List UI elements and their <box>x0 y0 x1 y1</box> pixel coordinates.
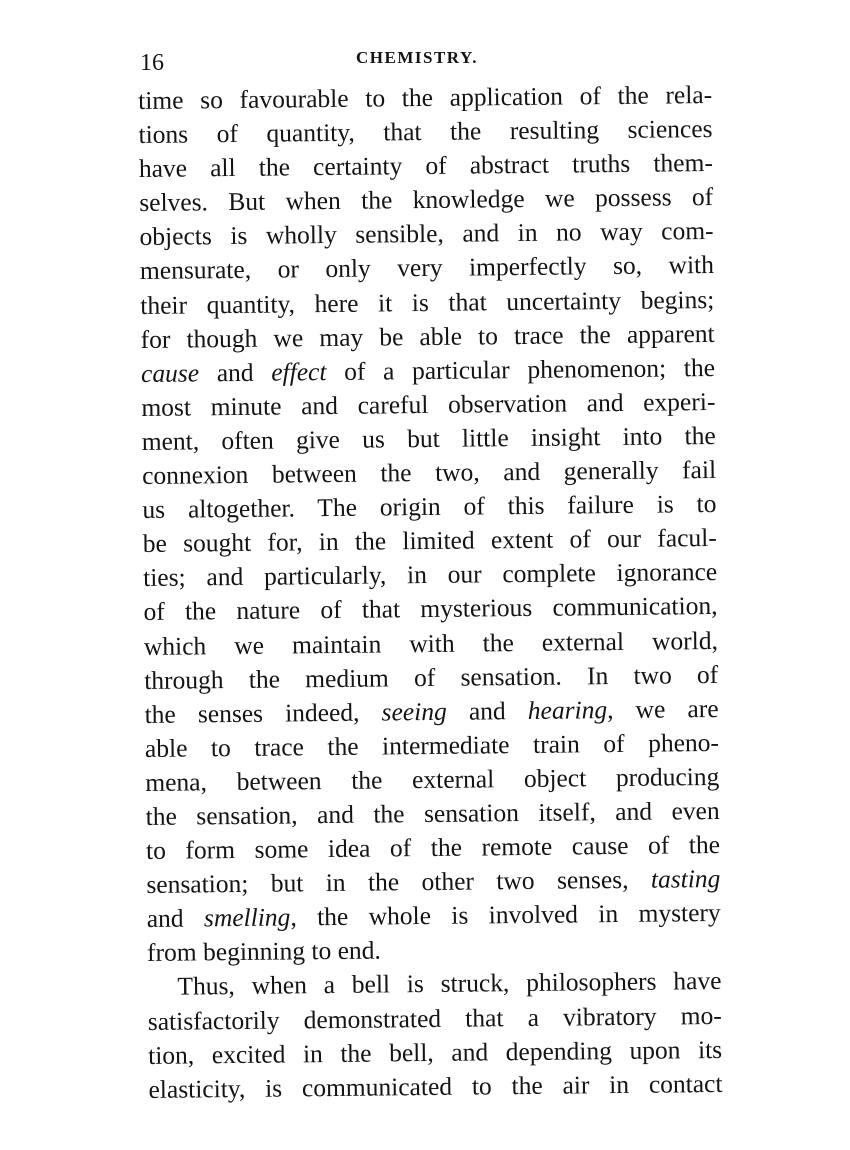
text-line <box>140 283 714 323</box>
italic-text-segment: cause <box>140 358 200 388</box>
italic-text-segment: hearing <box>527 694 608 725</box>
text-segment: us altogether. The origin of this failure is to <box>142 489 717 525</box>
italic-text-segment: seeing <box>381 696 447 727</box>
text-segment: their quantity, here it is that uncertainty begins; <box>140 284 715 320</box>
text-segment: the sensation, and the sensation itself, and even <box>145 795 720 831</box>
text-segment: have all the certainty of abstract truths them- <box>138 148 714 184</box>
text-segment: from beginning to end. <box>146 935 381 968</box>
text-segment: satisfactorily demonstrated that a vibratory mo- <box>147 1000 722 1036</box>
text-line <box>141 351 715 391</box>
body-text <box>138 78 723 1107</box>
text-segment: , we are <box>606 693 719 724</box>
text-segment: for though we may be able to trace the apparent <box>140 318 715 354</box>
text-segment: and <box>146 903 205 934</box>
page-number: 16 <box>140 50 164 76</box>
text-segment: ment, often give us but little insight into the <box>141 420 716 456</box>
text-line <box>148 998 722 1038</box>
text-segment: ties; and particularly, in our complete ignorance <box>143 557 718 593</box>
text-segment: tion, excited in the bell, and depending upon its <box>148 1034 723 1070</box>
text-segment: of a particular phenomenon; the <box>326 352 716 386</box>
text-segment: , the whole is involved in mystery <box>290 898 721 932</box>
text-segment: Thus, when a bell is struck, philosophers have <box>177 966 722 1002</box>
running-head <box>140 46 720 78</box>
text-segment: through the medium of sensation. In two of <box>144 659 719 695</box>
italic-text-segment: smelling <box>203 902 291 933</box>
text-line <box>147 964 721 1004</box>
text-line <box>144 658 718 698</box>
text-line <box>145 726 719 766</box>
text-segment: tions of quantity, that the resulting sciences <box>138 114 713 150</box>
text-segment: connexion between the two, and generally fail <box>141 454 717 491</box>
text-line <box>144 692 718 732</box>
text-line <box>148 1033 722 1073</box>
text-line <box>143 589 717 629</box>
text-line <box>148 1067 722 1107</box>
text-segment: elasticity, is communicated to the air in contact <box>148 1068 723 1104</box>
text-segment: to form some idea of the remote cause of the <box>145 830 721 866</box>
text-segment: which we maintain with the external world, <box>143 625 719 661</box>
text-line <box>144 623 718 663</box>
text-segment: mena, between the external object producing <box>145 761 720 797</box>
italic-text-segment: effect <box>271 356 327 387</box>
text-segment: mensurate, or only very imperfectly so, with <box>139 250 715 286</box>
text-segment: able to trace the intermediate train of pheno- <box>144 727 720 763</box>
text-line <box>140 317 714 357</box>
text-segment: the senses indeed, <box>144 697 382 729</box>
text-segment: sensation; but in the other two senses, <box>146 864 652 900</box>
italic-text-segment: tasting <box>650 864 721 894</box>
text-segment: and <box>446 695 528 726</box>
text-segment: objects is wholly sensible, and in no way com- <box>139 216 714 252</box>
text-segment: time so favourable to the application of the rela- <box>138 79 713 115</box>
text-line <box>147 896 721 936</box>
text-segment: of the nature of that mysterious communication, <box>143 591 718 627</box>
running-title: CHEMISTRY. <box>356 48 478 67</box>
text-segment: be sought for, in the limited extent of our facul- <box>142 523 717 559</box>
text-segment: selves. But when the knowledge we possess of <box>139 182 714 218</box>
text-line <box>140 248 714 288</box>
text-segment: and <box>198 357 272 388</box>
text-segment: most minute and careful observation and experi- <box>141 386 716 422</box>
